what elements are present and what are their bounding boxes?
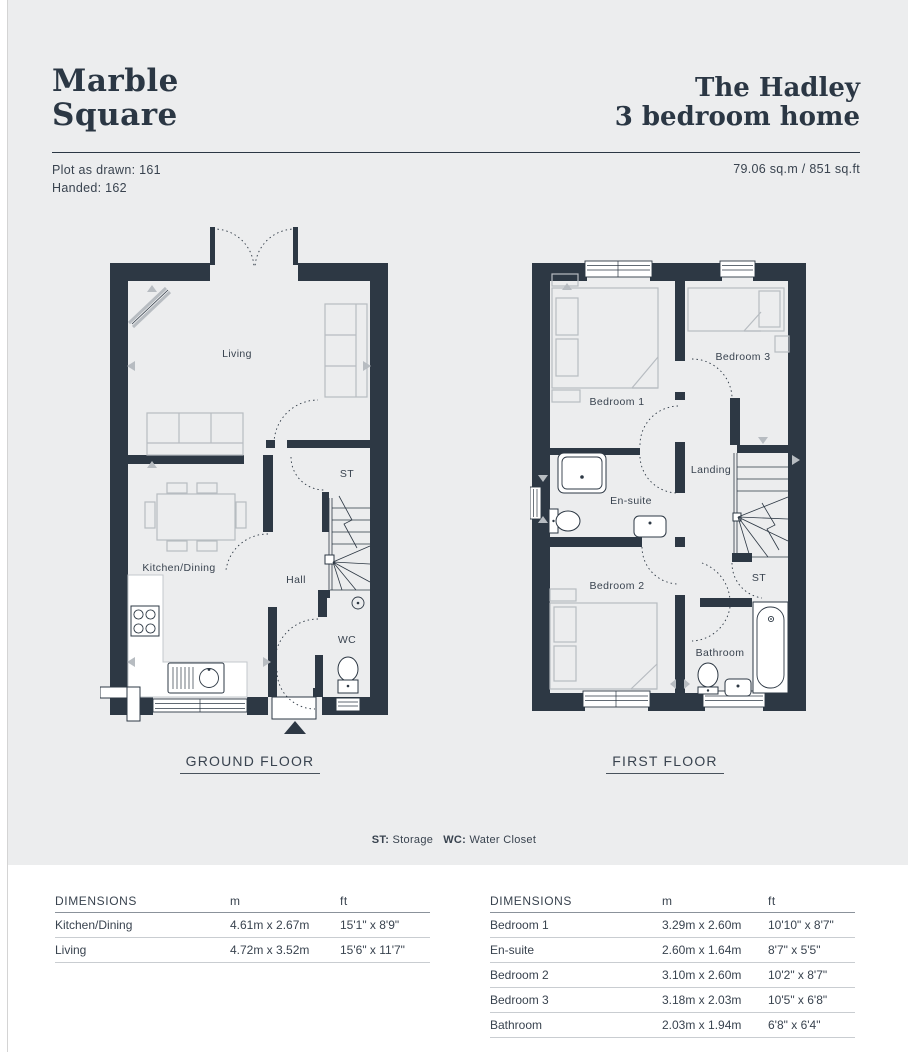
wc-fixtures xyxy=(336,597,364,711)
table-cell: 6'8" x 6'4" xyxy=(768,1018,821,1032)
first-floor-title: FIRST FLOOR xyxy=(550,753,780,774)
sofa-2 xyxy=(325,304,367,397)
table-cell: 3.10m x 2.60m xyxy=(662,968,742,982)
table-cell: 10'2" x 8'7" xyxy=(768,968,828,982)
table-row xyxy=(490,938,855,963)
label-bathroom: Bathroom xyxy=(695,647,745,659)
table-cell: 10'5" x 6'8" xyxy=(768,993,828,1007)
ground-arrows xyxy=(127,285,371,667)
project-title xyxy=(52,64,179,132)
plot-handed: Handed: 162 xyxy=(52,181,127,195)
first-dimensions-table xyxy=(490,890,855,1038)
label-kitchen-dining: Kitchen/Dining xyxy=(142,562,216,574)
header-m: m xyxy=(230,894,241,908)
table-cell: 3.29m x 2.60m xyxy=(662,918,742,932)
sofa xyxy=(147,413,243,455)
project-title-line2: Square xyxy=(52,97,178,133)
table-header-row xyxy=(490,890,855,913)
home-title xyxy=(615,74,860,132)
header-dimensions: DIMENSIONS xyxy=(490,894,573,908)
table-row xyxy=(55,938,430,963)
first-stairs xyxy=(733,453,788,557)
bed-3 xyxy=(688,288,789,352)
label-bedroom-2: Bedroom 2 xyxy=(589,580,645,592)
radiator-icon xyxy=(129,288,170,327)
table-cell: Bathroom xyxy=(490,1018,543,1032)
label-living: Living xyxy=(222,348,252,360)
label-ensuite: En-suite xyxy=(610,495,652,507)
label-bedroom-1: Bedroom 1 xyxy=(589,396,645,408)
bed-2 xyxy=(550,589,657,689)
table-cell: 4.61m x 2.67m xyxy=(230,918,310,932)
table-cell: Kitchen/Dining xyxy=(55,918,133,932)
table-row xyxy=(490,913,855,938)
table-row xyxy=(490,1013,855,1038)
table-cell: 15'6" x 11'7" xyxy=(340,943,405,957)
plot-info xyxy=(52,161,161,197)
table-cell: En-suite xyxy=(490,943,535,957)
label-storage: ST xyxy=(339,468,355,480)
table-cell: 2.03m x 1.94m xyxy=(662,1018,742,1032)
table-cell: 8'7" x 5'5" xyxy=(768,943,821,957)
header-rule xyxy=(52,152,860,153)
plot-as-drawn: Plot as drawn: 161 xyxy=(52,163,161,177)
home-title-line2: 3 bedroom home xyxy=(614,102,860,132)
table-cell: 10'10" x 8'7" xyxy=(768,918,834,932)
legend-st-value: Storage xyxy=(392,834,434,846)
label-landing: Landing xyxy=(690,464,732,476)
ground-floor-title: GROUND FLOOR xyxy=(135,753,365,774)
header-ft: ft xyxy=(340,894,348,908)
legend-st-key: ST: xyxy=(371,834,390,846)
label-bedroom-3: Bedroom 3 xyxy=(715,351,771,363)
header-m: m xyxy=(662,894,673,908)
table-cell: Living xyxy=(55,943,87,957)
table-cell: 2.60m x 1.64m xyxy=(662,943,742,957)
table-cell: Bedroom 2 xyxy=(490,968,549,982)
hob-icon xyxy=(131,606,159,636)
ground-stairs xyxy=(325,496,370,590)
header-ft: ft xyxy=(768,894,776,908)
floor-area: 79.06 sq.m / 851 sq.ft xyxy=(733,162,860,176)
label-storage-first: ST xyxy=(751,572,767,584)
table-header-row xyxy=(55,890,430,913)
table-cell: 15'1" x 8'9" xyxy=(340,918,400,932)
page-edge-line xyxy=(7,0,8,1052)
entry-arrow xyxy=(284,721,306,734)
table-cell: 4.72m x 3.52m xyxy=(230,943,310,957)
label-hall: Hall xyxy=(286,574,306,586)
first-floor-plan xyxy=(530,255,810,735)
table-cell: Bedroom 1 xyxy=(490,918,549,932)
table-row xyxy=(490,963,855,988)
label-wc: WC xyxy=(337,634,357,646)
table-row xyxy=(490,988,855,1013)
ground-floor-plan xyxy=(100,210,400,740)
table-cell: 3.18m x 2.03m xyxy=(662,993,742,1007)
dining-table xyxy=(145,483,246,551)
project-title-line1: Marble xyxy=(52,63,179,99)
header-dimensions: DIMENSIONS xyxy=(55,894,138,908)
bed-1 xyxy=(552,274,658,402)
abbreviation-legend xyxy=(0,834,908,846)
legend-wc-value: Water Closet xyxy=(469,834,537,846)
sink-icon xyxy=(168,663,224,693)
ground-dimensions-table xyxy=(55,890,430,963)
table-cell: Bedroom 3 xyxy=(490,993,549,1007)
table-row xyxy=(55,913,430,938)
legend-wc-key: WC: xyxy=(443,834,467,846)
ground-windows xyxy=(153,699,247,712)
home-title-line1: The Hadley xyxy=(695,73,860,103)
